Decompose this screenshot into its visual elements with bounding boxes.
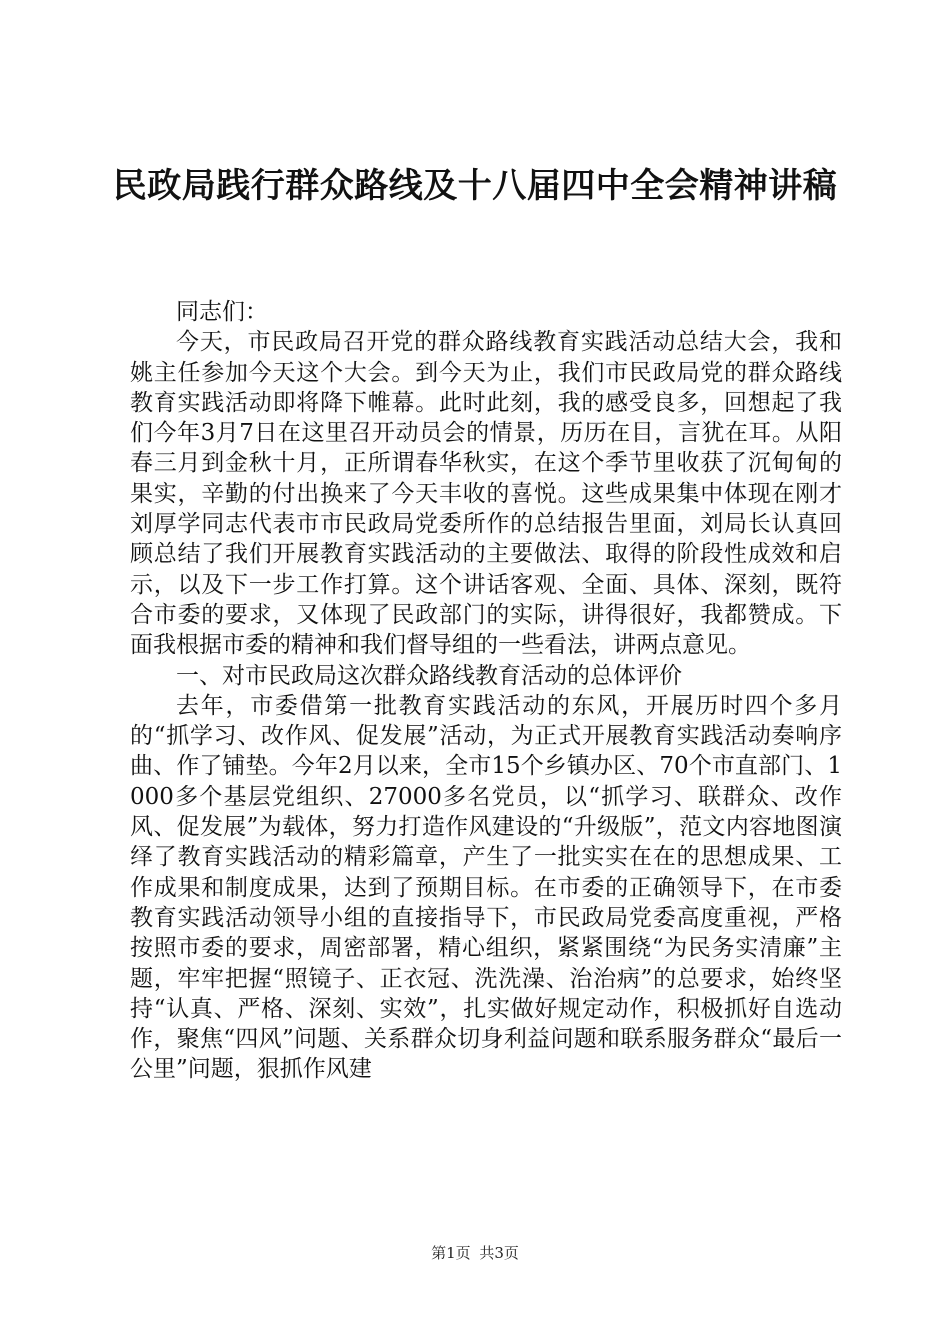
page-total: 共3页 xyxy=(479,1244,519,1262)
page-footer xyxy=(0,1243,950,1263)
paragraph-evaluation: 去年，市委借第一批教育实践活动的东风，开展历时四个多月的“抓学习、改作风、促发展”活动，为正式开展教育实践活动奏响序曲、作了铺垫。今年2月以来，全市15个乡镇办区、70个市直部门、1000多个基层党组织、27000多名党员，以“抓学习、联群众、改作风、促发展”为载体，努力打造作风建设的“升级版”，范文内容地图演绎了教育实践活动的精彩篇章，产生了一批实实在在的思想成果、工作成果和制度成果，达到了预期目标。在市委的正确领导下，在市委教育实践活动领导小组的直接指导下，市民政局党委高度重视，严格按照市委的要求，周密部署，精心组织，紧紧围绕“为民务实清廉”主题，牢牢把握“照镜子、正衣冠、洗洗澡、治治病”的总要求，始终坚持“认真、严格、深刻、实效”，扎实做好规定动作，积极抓好自选动作，聚焦“四风”问题、关系群众切身利益问题和联系服务群众“最后一公里”问题，狠抓作风建 xyxy=(130,692,842,1083)
document-body xyxy=(130,297,842,1085)
paragraph-intro: 今天，市民政局召开党的群众路线教育实践活动总结大会，我和姚主任参加今天这个大会。到今天为止，我们市民政局党的群众路线教育实践活动即将降下帷幕。此时此刻，我的感受良多，回想起了我们今年3月7日在这里召开动员会的情景，历历在目，言犹在耳。从阳春三月到金秋十月，正所谓春华秋实，在这个季节里收获了沉甸甸的果实，辛勤的付出换来了今天丰收的喜悦。这些成果集中体现在刚才刘厚学同志代表市市民政局党委所作的总结报告里面，刘局长认真回顾总结了我们开展教育实践活动的主要做法、取得的阶段性成效和启示，以及下一步工作打算。这个讲话客观、全面、具体、深刻，既符合市委的要求，又体现了民政部门的实际，讲得很好，我都赞成。下面我根据市委的精神和我们督导组的一些看法，讲两点意见。 xyxy=(130,329,842,659)
page-number: 第1页 xyxy=(431,1244,471,1262)
salutation: 同志们： xyxy=(176,299,268,325)
document-title: 民政局践行群众路线及十八届四中全会精神讲稿 xyxy=(112,166,838,206)
section-heading: 一、对市民政局这次群众路线教育活动的总体评价 xyxy=(176,662,682,689)
